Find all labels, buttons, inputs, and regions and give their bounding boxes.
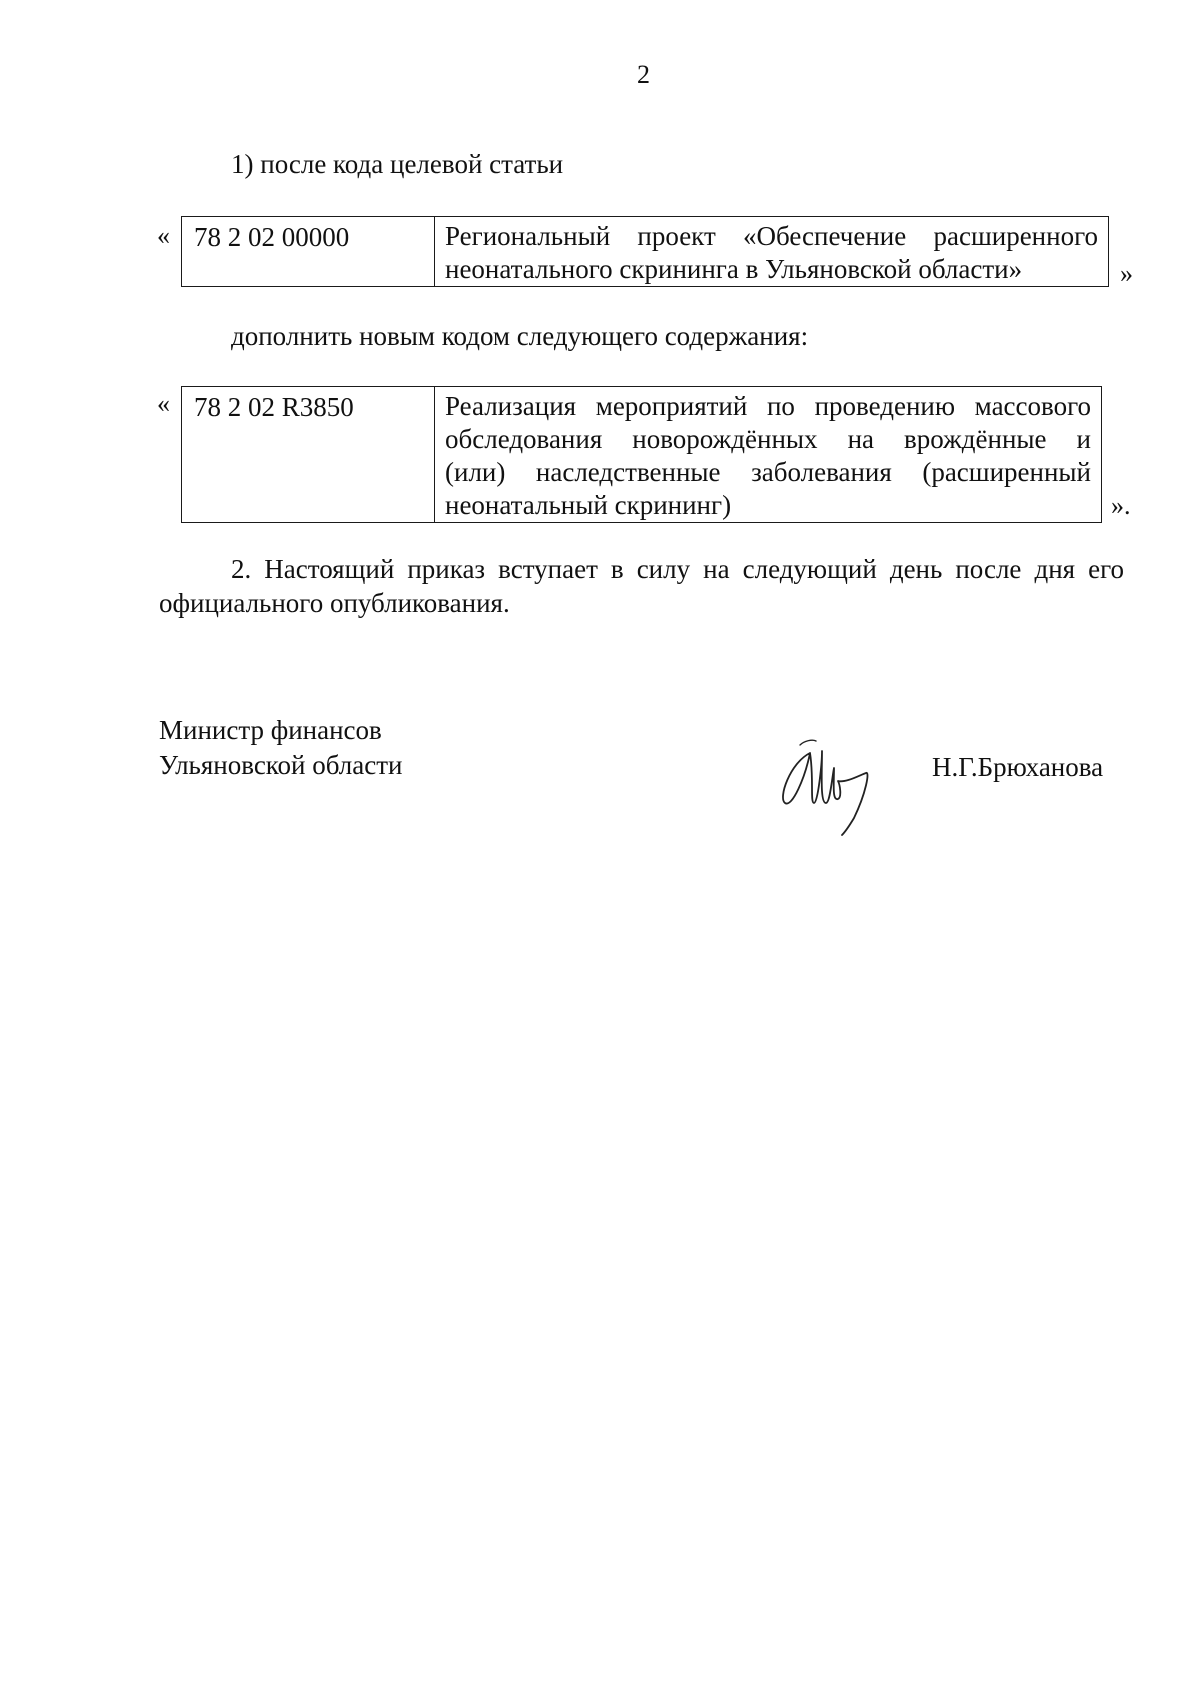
code-value: 78 2 02 R3850 — [194, 392, 354, 422]
description-line: неонатального скрининга в Ульяновской области» — [445, 254, 1023, 284]
table2-close-quote: ». — [1111, 491, 1131, 520]
signatory-name: Н.Г.Брюханова — [932, 752, 1104, 782]
description-line: неонатальный скрининг) — [445, 490, 732, 520]
supplement-text: дополнить новым кодом следующего содержания: — [231, 321, 809, 351]
description-line: Реализация мероприятий по проведению массового — [445, 391, 1091, 421]
page-number: 2 — [637, 60, 650, 89]
description-line: Региональный проект «Обеспечение расширенного — [445, 221, 1098, 251]
table-row — [182, 217, 1109, 287]
table2-open-quote: « — [157, 389, 170, 418]
signatory-title-line: Министр финансов — [159, 715, 382, 745]
clause-intro: 1) после кода целевой статьи — [231, 149, 564, 179]
signatory-title-line: Ульяновской области — [159, 750, 403, 780]
description-cell — [435, 217, 1109, 287]
description-cell — [435, 387, 1102, 523]
code-table-1 — [181, 216, 1109, 287]
table1-close-quote: » — [1120, 259, 1133, 288]
code-cell — [182, 387, 435, 523]
table1-open-quote: « — [157, 221, 170, 250]
effective-clause-line: официального опубликования. — [159, 588, 510, 618]
code-value: 78 2 02 00000 — [194, 222, 350, 252]
effective-clause-line: 2. Настоящий приказ вступает в силу на следующий день после дня его — [231, 554, 1124, 584]
table-row — [182, 387, 1102, 523]
description-line: обследования новорождённых на врождённые и — [445, 424, 1091, 454]
code-table-2 — [181, 386, 1102, 523]
description-line: (или) наследственные заболевания (расширенный — [445, 457, 1091, 487]
code-cell — [182, 217, 435, 287]
handwritten-signature — [770, 723, 890, 838]
